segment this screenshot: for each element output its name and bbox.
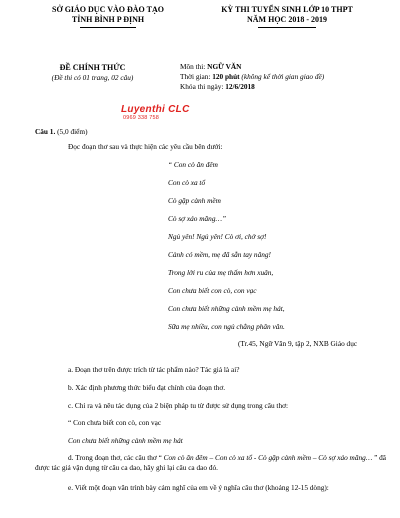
brand-name: Luyenthi CLC <box>121 104 190 115</box>
item-a: a. Đoạn thơ trên được trích từ tác phẩm nào? Tác giả là ai? <box>68 365 240 374</box>
item-c-quote-2: Con chưa biết những cành mềm mẹ hát <box>68 436 183 445</box>
poem-source: (Tr.45, Ngữ Văn 9, tập 2, NXB Giáo dục <box>238 339 358 348</box>
poem-line: Ngủ yên! Ngủ yên! Cò ơi, chớ sợ! <box>168 232 267 241</box>
poem-line: Cò gặp cành mềm <box>168 196 221 205</box>
item-b: b. Xác định phương thức biểu đạt chính của đoạn thơ. <box>68 383 226 392</box>
official-title: ĐỀ CHÍNH THỨC <box>59 63 126 72</box>
item-d-quote: Con cò ăn đêm – Con cò xa tổ - Cò gặp cành mềm – Cò sợ xáo măng… <box>163 453 373 462</box>
department-name: SỞ GIÁO DỤC VÀO ĐÀO TẠO <box>52 5 164 14</box>
time-label: Thời gian: <box>180 72 213 81</box>
exam-title: KỲ THI TUYỂN SINH LỚP 10 THPT <box>221 5 353 14</box>
poem-line: Sữa mẹ nhiều, con ngủ chẳng phân vân. <box>168 322 285 331</box>
header-right-underline <box>258 27 316 28</box>
date-line <box>180 82 255 91</box>
item-d <box>35 453 390 473</box>
poem-line: Cành có mềm, mẹ đã sẵn tay nâng! <box>168 250 271 259</box>
poem-line: “ Con cò ăn đêm <box>168 160 218 169</box>
time-note: (không kể thời gian giao đề) <box>239 72 325 81</box>
question-points: (5,0 điểm) <box>55 127 88 136</box>
date-label: Khóa thi ngày: <box>180 82 226 91</box>
date-value: 12/6/2018 <box>225 82 255 91</box>
poem-line: Cò sợ xáo măng…” <box>168 214 227 223</box>
item-c: c. Chỉ ra và nêu tác dụng của 2 biện pháp tu từ được sử dụng trong câu thơ: <box>68 401 288 410</box>
school-year: NĂM HỌC 2018 - 2019 <box>247 15 327 24</box>
poem-line: Trong lời ru của mẹ thấm hơn xuân, <box>168 268 274 277</box>
item-e: e. Viết một đoạn văn trình bày cảm nghĩ của em về ý nghĩa câu thơ (khoảng 12-15 dòng): <box>68 483 329 492</box>
item-d-prefix: d. Trong đoạn thơ, các câu thơ “ <box>68 453 164 462</box>
poem-line: Con chưa biết những cành mềm mẹ hát, <box>168 304 285 313</box>
poem-line: Con chưa biết con cò, con vạc <box>168 286 257 295</box>
subject-label: Môn thi: <box>180 62 208 71</box>
province-name: TỈNH BÌNH P ĐỊNH <box>71 15 145 24</box>
question-number: Câu 1. <box>35 127 56 136</box>
time-value: 120 phút <box>212 72 240 81</box>
official-note: (Đề thi có 01 trang, 02 câu) <box>51 73 134 82</box>
header-left-underline <box>80 27 136 28</box>
question-heading <box>35 127 88 136</box>
subject-line <box>180 62 241 71</box>
poem-line: Con cò xa tổ <box>168 178 206 187</box>
subject-value: NGỮ VĂN <box>207 62 242 71</box>
brand-phone: 0969 338 758 <box>123 115 160 121</box>
brand-logo <box>121 104 190 121</box>
question-intro: Đọc đoạn thơ sau và thực hiện các yêu cầu bên dưới: <box>68 142 223 151</box>
item-d-suffix: ” đã được tác giả vận dụng từ câu ca dao, hãy ghi lại câu ca dao đó. <box>35 453 387 472</box>
item-c-quote-1: “ Con chưa biết con cò, con vạc <box>68 418 162 427</box>
time-line <box>180 72 324 81</box>
